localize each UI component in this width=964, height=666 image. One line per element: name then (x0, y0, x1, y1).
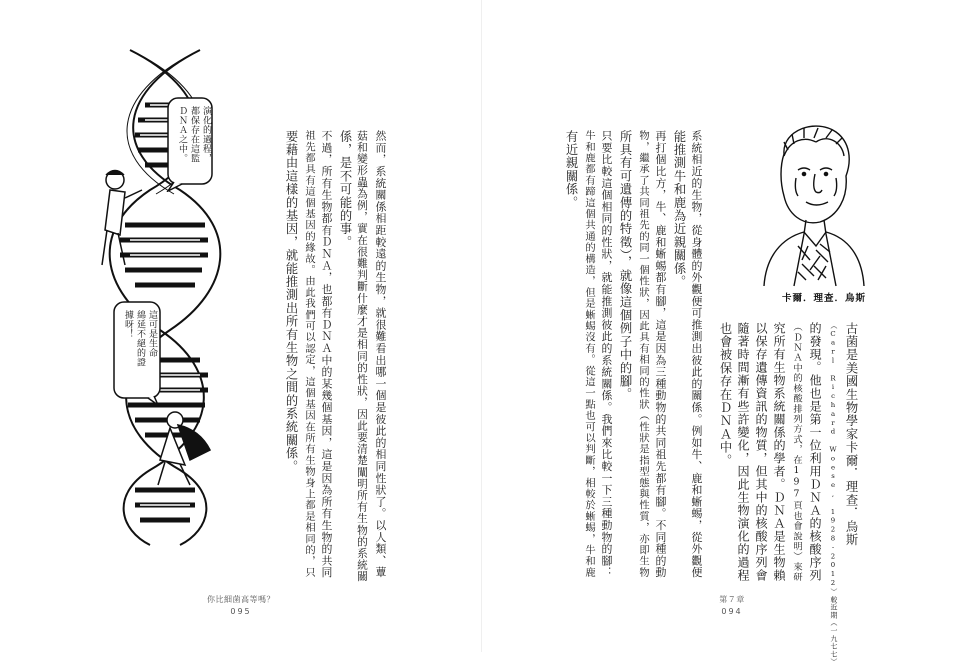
bubble-top-text (176, 106, 212, 163)
text-column: 然而，系統關係相距較遠的生物，就很難看出哪一個是彼此的相同性狀了。以人類、蕈 (374, 130, 387, 579)
left-page (0, 0, 482, 652)
running-title: 第７章 (719, 595, 745, 604)
text-column: 古菌是美國生物學家卡爾．理查．烏斯 (844, 322, 858, 547)
bubble-bottom-line-1: 這可是生命 (147, 310, 157, 358)
page-number: 095 (230, 607, 252, 616)
text-column: 只要比較這個相同的性狀，就能推測彼此的系統關係。我們來比較一下三種動物的腳： (600, 130, 613, 579)
bubble-bottom-line-2: 綿延不絕的證 (135, 310, 145, 367)
bubble-bottom-line-3: 據呀！ (123, 310, 133, 339)
text-column: 再打個比方，牛、鹿和蜥蜴都有腳，這是因為三種動物的共同祖先都有腳。不同種的動 (654, 130, 667, 579)
text-column: 能推測牛和鹿為近親關係。 (672, 130, 686, 289)
page-number: 094 (721, 607, 743, 616)
portrait-carl-woese (754, 116, 866, 288)
page-footer (196, 594, 286, 616)
text-column: 的發現。他也是第一位利用ＤＮＡ的核酸序列 (808, 322, 822, 582)
text-column: 不過，所有生物都有ＤＮＡ，也都有ＤＮＡ中的某幾個基因，這是因為所有生物的共同 (320, 130, 333, 579)
text-column: 究所有生物系統關係的學者。ＤＮＡ是生物賴 (772, 322, 786, 582)
bubble-bottom-text (122, 310, 158, 367)
text-column: 隨著時間漸有些許變化，因此生物演化的過程 (736, 322, 750, 582)
text-column: 牛和鹿都有蹄這個共通的構造，但是蜥蜴沒有。從這一點也可以判斷，相較於蜥蜴，牛和鹿 (583, 130, 595, 578)
text-column: 係，是不可能的事。 (338, 130, 352, 249)
text-column: 系統相近的生物，從身體的外觀便可推測出彼此的關係。例如牛、鹿和蜥蜴，從外觀便 (690, 130, 703, 579)
page-footer (702, 594, 762, 616)
bubble-top-line-1: 演化的過程， (201, 106, 211, 163)
bubble-top-line-2: 都保存在這監 (189, 106, 199, 163)
text-column: 要藉由這樣的基因，就能推測出所有生物之間的系統關係。 (284, 130, 298, 474)
dna-double-helix-illustration (90, 30, 240, 550)
bubble-top-line-3: ＤＮＡ之中。 (177, 106, 187, 163)
text-column: 以保存遺傳資訊的物質，但其中的核酸序列會 (754, 322, 768, 582)
text-column: 也會被保存在ＤＮＡ中。 (718, 322, 732, 468)
text-column: 菇和變形蟲為例，實在很難判斷什麼才是相同的性狀，因此要清楚闡明所有生物的系統關 (356, 130, 369, 583)
text-column: （Carl Richard Woese, 1928-2012）較近期（一九七七） (829, 322, 837, 666)
portrait-caption: 卡爾．理查．烏斯 (782, 293, 867, 304)
text-column: 有近親關係。 (564, 130, 578, 210)
right-page (482, 0, 964, 666)
text-column: 祖先都具有這個基因的緣故。由此我們可以認定，這個基因在所有生物身上都是相同的，只 (303, 130, 315, 578)
text-column: 物，繼承了共同祖先的同一個性狀，因此具有相同的性狀（性狀是指型態與性質，亦即生物 (637, 130, 649, 578)
text-column: 所具有可遺傳的特徵），就像這個例子中的腳。 (618, 130, 632, 402)
running-title: 你比細菌高等嗎？ (207, 595, 275, 604)
text-column: （ＤＮＡ中的核酸排列方式，在197頁也會說明）來研 (791, 322, 802, 583)
